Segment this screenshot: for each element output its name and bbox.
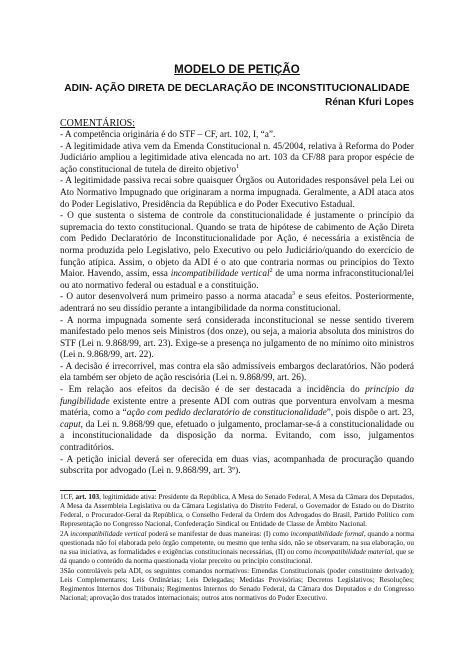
- footnote-2: [60, 530, 414, 566]
- document-subtitle: ADIN- AÇÃO DIRETA DE DECLARAÇÃO DE INCONSTITUCIONALIDADE: [64, 83, 410, 94]
- paragraph-text: - A legitimidade ativa vem da Emenda Constitucional n. 45/2004, relativa à Reforma do Poder Judiciário ampliou a legitimidade ativa elencada no art. 103 da CF/88 para propor espécie de ação constitucional de tutela de direito objetivo: [60, 141, 414, 175]
- italic-term: caput: [60, 419, 81, 430]
- paragraph-text: - O autor desenvolverá num primeiro passo a norma atacada: [60, 292, 293, 303]
- footnote-divider: [60, 490, 156, 491]
- paragraph-effects: [60, 385, 414, 455]
- paragraph-author-attack: [60, 292, 414, 315]
- footnote-1: [60, 493, 414, 529]
- document-title: MODELO DE PETIÇÃO: [174, 64, 300, 76]
- footnote-text: , quando a norma questionada não foi elaborada pelo órgão competente, ou mesmo que tenha sido, não se observaram, na sua elaboração, ou na sua iniciativa, as formalidades e exigências constitucionais necessárias, (II) ou como: [60, 529, 415, 556]
- paragraph-text: ”, pois dispõe o art. 23,: [326, 408, 415, 419]
- section-heading: COMENTÁRIOS:: [60, 118, 136, 129]
- footnote-text: A: [63, 529, 71, 538]
- paragraph-majority: - A norma impugnada somente será considerada inconstitucional se nesse sentido tiverem manifestado pelo menos seis Ministros (dos onze), ou seja, a maioria absoluta dos ministros do STF (Lei n. 9.868/99, art. 23). Exige-se a presença no julgamento de no mínimo oito ministros (Lei n. 9.868/99, art. 22).: [60, 315, 414, 361]
- paragraph-text: existente entre a presente ADI com outras que porventura envolvam a mesma matéria, como a “: [60, 396, 414, 419]
- paragraph-competence: - A competência originária é do STF – CF, art. 102, I, “a”.: [60, 130, 276, 140]
- footnote-text: poderá se manifestar de duas maneiras: (I) como: [146, 529, 291, 538]
- footnote-italic: incompatibilidade formal: [290, 529, 364, 538]
- paragraph-text: de uma norma infraconstitucional/lei ou ato normativo federal ou estadual e a constituição.: [60, 269, 414, 291]
- paragraph-passive-legitimacy: - A legitimidade passiva recai sobre quaisquer Órgãos ou Autoridades responsável pela Lei ou Ato Normativo Impugnado que originaram a norma impugnada. Geralmente, a ADI ataca atos do Poder Legislativo, Presidência da República e do Poder Executivo Estadual.: [60, 176, 414, 210]
- footnote-italic: incompatibilidade vertical: [70, 529, 147, 538]
- footnote-marker: 3: [60, 566, 64, 575]
- footnote-text: , que se dá quando o conteúdo da norma questionada violar preceito ou princípio constitucional.: [60, 547, 414, 565]
- footnote-italic: incompatibilidade material: [313, 547, 393, 556]
- paragraph-petition: - A petição inicial deverá ser oferecida em duas vias, acompanhada de procuração quando subscrita por advogado (Lei n. 9.868/99, art. 3º).: [60, 454, 414, 477]
- italic-term: princípio da fungibilidade: [60, 385, 414, 407]
- paragraph-text: - Em relação aos efeitos da decisão é de ser destacada a incidência do: [60, 385, 360, 396]
- footnote-text: São controláveis pela ADI, os seguintes comandos normativos: Emendas Constitucionais (poder constituinte derivado); Leis Complementares; Leis Ordinárias; Leis Delegadas; Medidas Provisórias; Decretos Legislativos; Resoluções; Regimentos Internos dos Tribunais; Regimentos Internos do Senado Federal, da Câmara dos Deputados e do Congresso Nacional; aprovação dos tratados internacionais; outros atos normativos do Poder Executivo.: [60, 566, 414, 602]
- footnote-text: CF,: [63, 492, 76, 501]
- paragraph-text: e seus efeitos. Posteriormente, adentrará no seu dissídio perante a intangibilidade da norma constitucional.: [60, 292, 414, 314]
- footnote-3: [60, 567, 414, 603]
- paragraph-decision: - A decisão é irrecorrível, mas contra ela são admissíveis embargos declaratórios. Não poderá ela também ser objeto de ação rescisória (Lei n. 9.868/99, art. 26).: [60, 361, 414, 384]
- footnote-text: , legitimidade ativa: Presidente da República, A Mesa do Senado Federal, A Mesa da Câmara dos Deputados, A Mesa da Assembleia Legislativa ou da Câmara Legislativa do Distrito Federal, o Governador de Estado ou do Distrito Federal, o Procurador-Geral da República, o Conselho Federal da Ordem dos Advogados do Brasil, Partido Político com Representação no Congresso Nacional, Confederação Sindical ou Entidade de Classe de Âmbito Nacional.: [60, 492, 414, 528]
- paragraph-text: , da Lei n. 9.868/99 que, efetuado o julgamento, proclamar-se-á a constitucionalidade ou a inconstitucionalidade da disposição da norma. Evitando, com isso, julgamentos contraditórios.: [60, 419, 414, 454]
- footnote-marker: 1: [60, 492, 64, 501]
- footnote-ref-1: 1: [236, 163, 240, 170]
- footnote-ref-2: 2: [269, 268, 273, 275]
- author-name: Rénan Kfuri Lopes: [325, 97, 414, 108]
- footnote-marker: 2: [60, 529, 64, 538]
- paragraph-text: - O que sustenta o sistema de controle da constitucionalidade é justamente o princípio da supremacia do texto constitucional. Quando se trata de hipótese de cabimento de Ação Direta com Pedido Declaratório de Inconstitucionalidade por Ação, é necessária a existência de norma produzida pelo Legislativo, pelo Executivo ou pelo Judiciário/quando do exercício de função atípica. Assim, o objeto da ADI é o ato que contraria normas ou princípios do Texto Maior. Havendo, assim, essa: [60, 211, 414, 280]
- footnote-ref-3: 3: [292, 291, 296, 298]
- italic-term: ação com pedido declaratório de constitucionalidade: [126, 408, 327, 419]
- italic-term: incompatibilidade vertical: [170, 269, 270, 280]
- paragraph-supremacy: [60, 211, 414, 292]
- paragraph-active-legitimacy: [60, 142, 414, 177]
- footnote-bold: art. 103: [75, 492, 100, 501]
